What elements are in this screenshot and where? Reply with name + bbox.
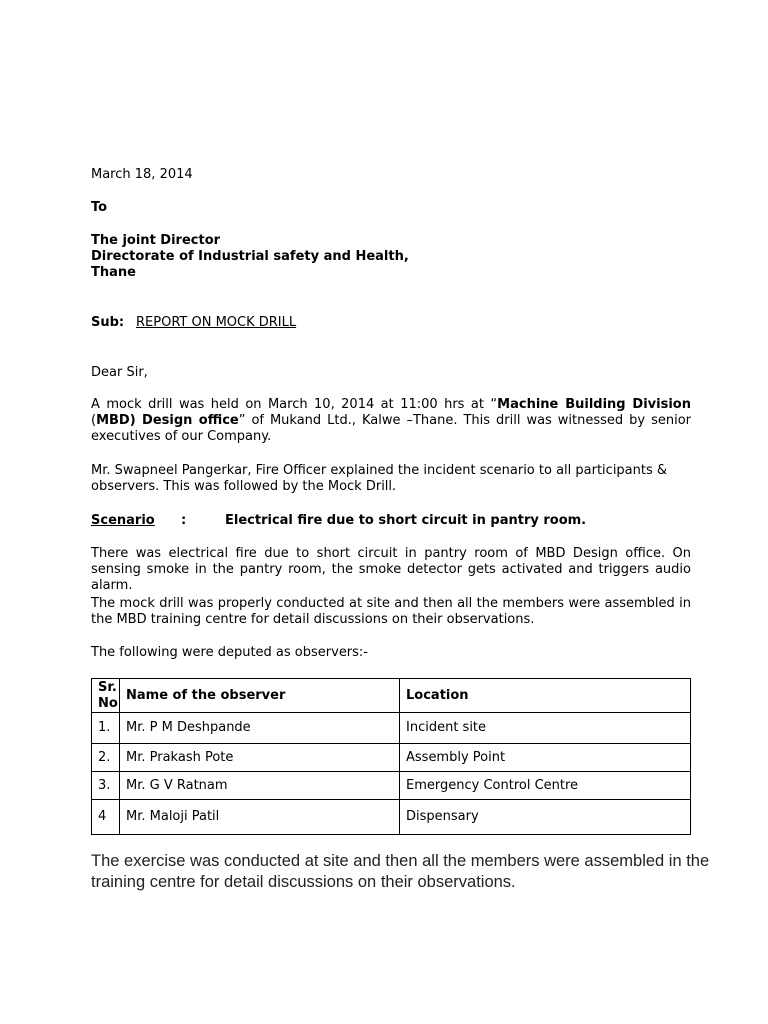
cell-name: Mr. Prakash Pote (120, 744, 400, 772)
table-row (92, 800, 691, 835)
to-label: To (91, 200, 108, 215)
observers-table (91, 678, 691, 835)
recipient-line-2: Directorate of Industrial safety and Health, (91, 249, 409, 264)
cell-location: Assembly Point (400, 744, 691, 772)
cell-sr-no: 1. (92, 713, 120, 744)
cell-sr-no: 3. (92, 772, 120, 800)
salutation: Dear Sir, (91, 365, 148, 380)
cell-sr-no: 4 (92, 800, 120, 835)
table-row (92, 772, 691, 800)
closing-paragraph: The exercise was conducted at site and then all the members were assembled in the training centre for detail discussions on their observations. (91, 852, 710, 891)
header-name: Name of the observer (120, 679, 400, 713)
subject-text: REPORT ON MOCK DRILL (136, 315, 297, 330)
header-location: Location (400, 679, 691, 713)
cell-sr-no: 2. (92, 744, 120, 772)
subject-line (91, 315, 691, 331)
subject-label: Sub: (91, 315, 125, 330)
paragraph-incident: There was electrical fire due to short circuit in pantry room of MBD Design office. On sensing smoke in the pantry room, the smoke detector gets activated and triggers audio alarm. (91, 546, 691, 593)
recipient-line-3: Thane (91, 265, 136, 280)
cell-location: Incident site (400, 713, 691, 744)
letter-date: March 18, 2014 (91, 167, 193, 182)
paragraph-assembled: The mock drill was properly conducted at site and then all the members were assembled in the MBD training centre for detail discussions on their observations. (91, 596, 691, 627)
para1-text-2: ( (91, 413, 97, 428)
cell-name: Mr. G V Ratnam (120, 772, 400, 800)
para1-text-3: ” of Mukand Ltd., Kalwe –Thane. This drill was witnessed by senior executives of our Company. (91, 413, 692, 444)
table-header-row (92, 679, 691, 713)
cell-location: Dispensary (400, 800, 691, 835)
scenario-colon: : (181, 513, 187, 528)
table-row (92, 713, 691, 744)
paragraph-fire-officer: Mr. Swapneel Pangerkar, Fire Officer explained the incident scenario to all participants & observers. This was followed by the Mock Drill. (91, 463, 668, 494)
scenario-label: Scenario (91, 513, 155, 528)
para1-text-1: A mock drill was held on March 10, 2014 at 11:00 hrs at “ (91, 397, 498, 412)
para1-bold-1: Machine Building Division (497, 397, 691, 412)
para1-bold-2: MBD) Design office (96, 413, 239, 428)
cell-location: Emergency Control Centre (400, 772, 691, 800)
observers-intro: The following were deputed as observers:- (91, 645, 368, 660)
paragraph-drill-held (91, 397, 691, 445)
scenario-line (91, 513, 691, 529)
recipient-line-1: The joint Director (91, 233, 221, 248)
table-row (92, 744, 691, 772)
cell-name: Mr. P M Deshpande (120, 713, 400, 744)
header-sr-no: Sr. No (92, 679, 120, 713)
cell-name: Mr. Maloji Patil (120, 800, 400, 835)
scenario-text: Electrical fire due to short circuit in pantry room. (225, 513, 587, 528)
